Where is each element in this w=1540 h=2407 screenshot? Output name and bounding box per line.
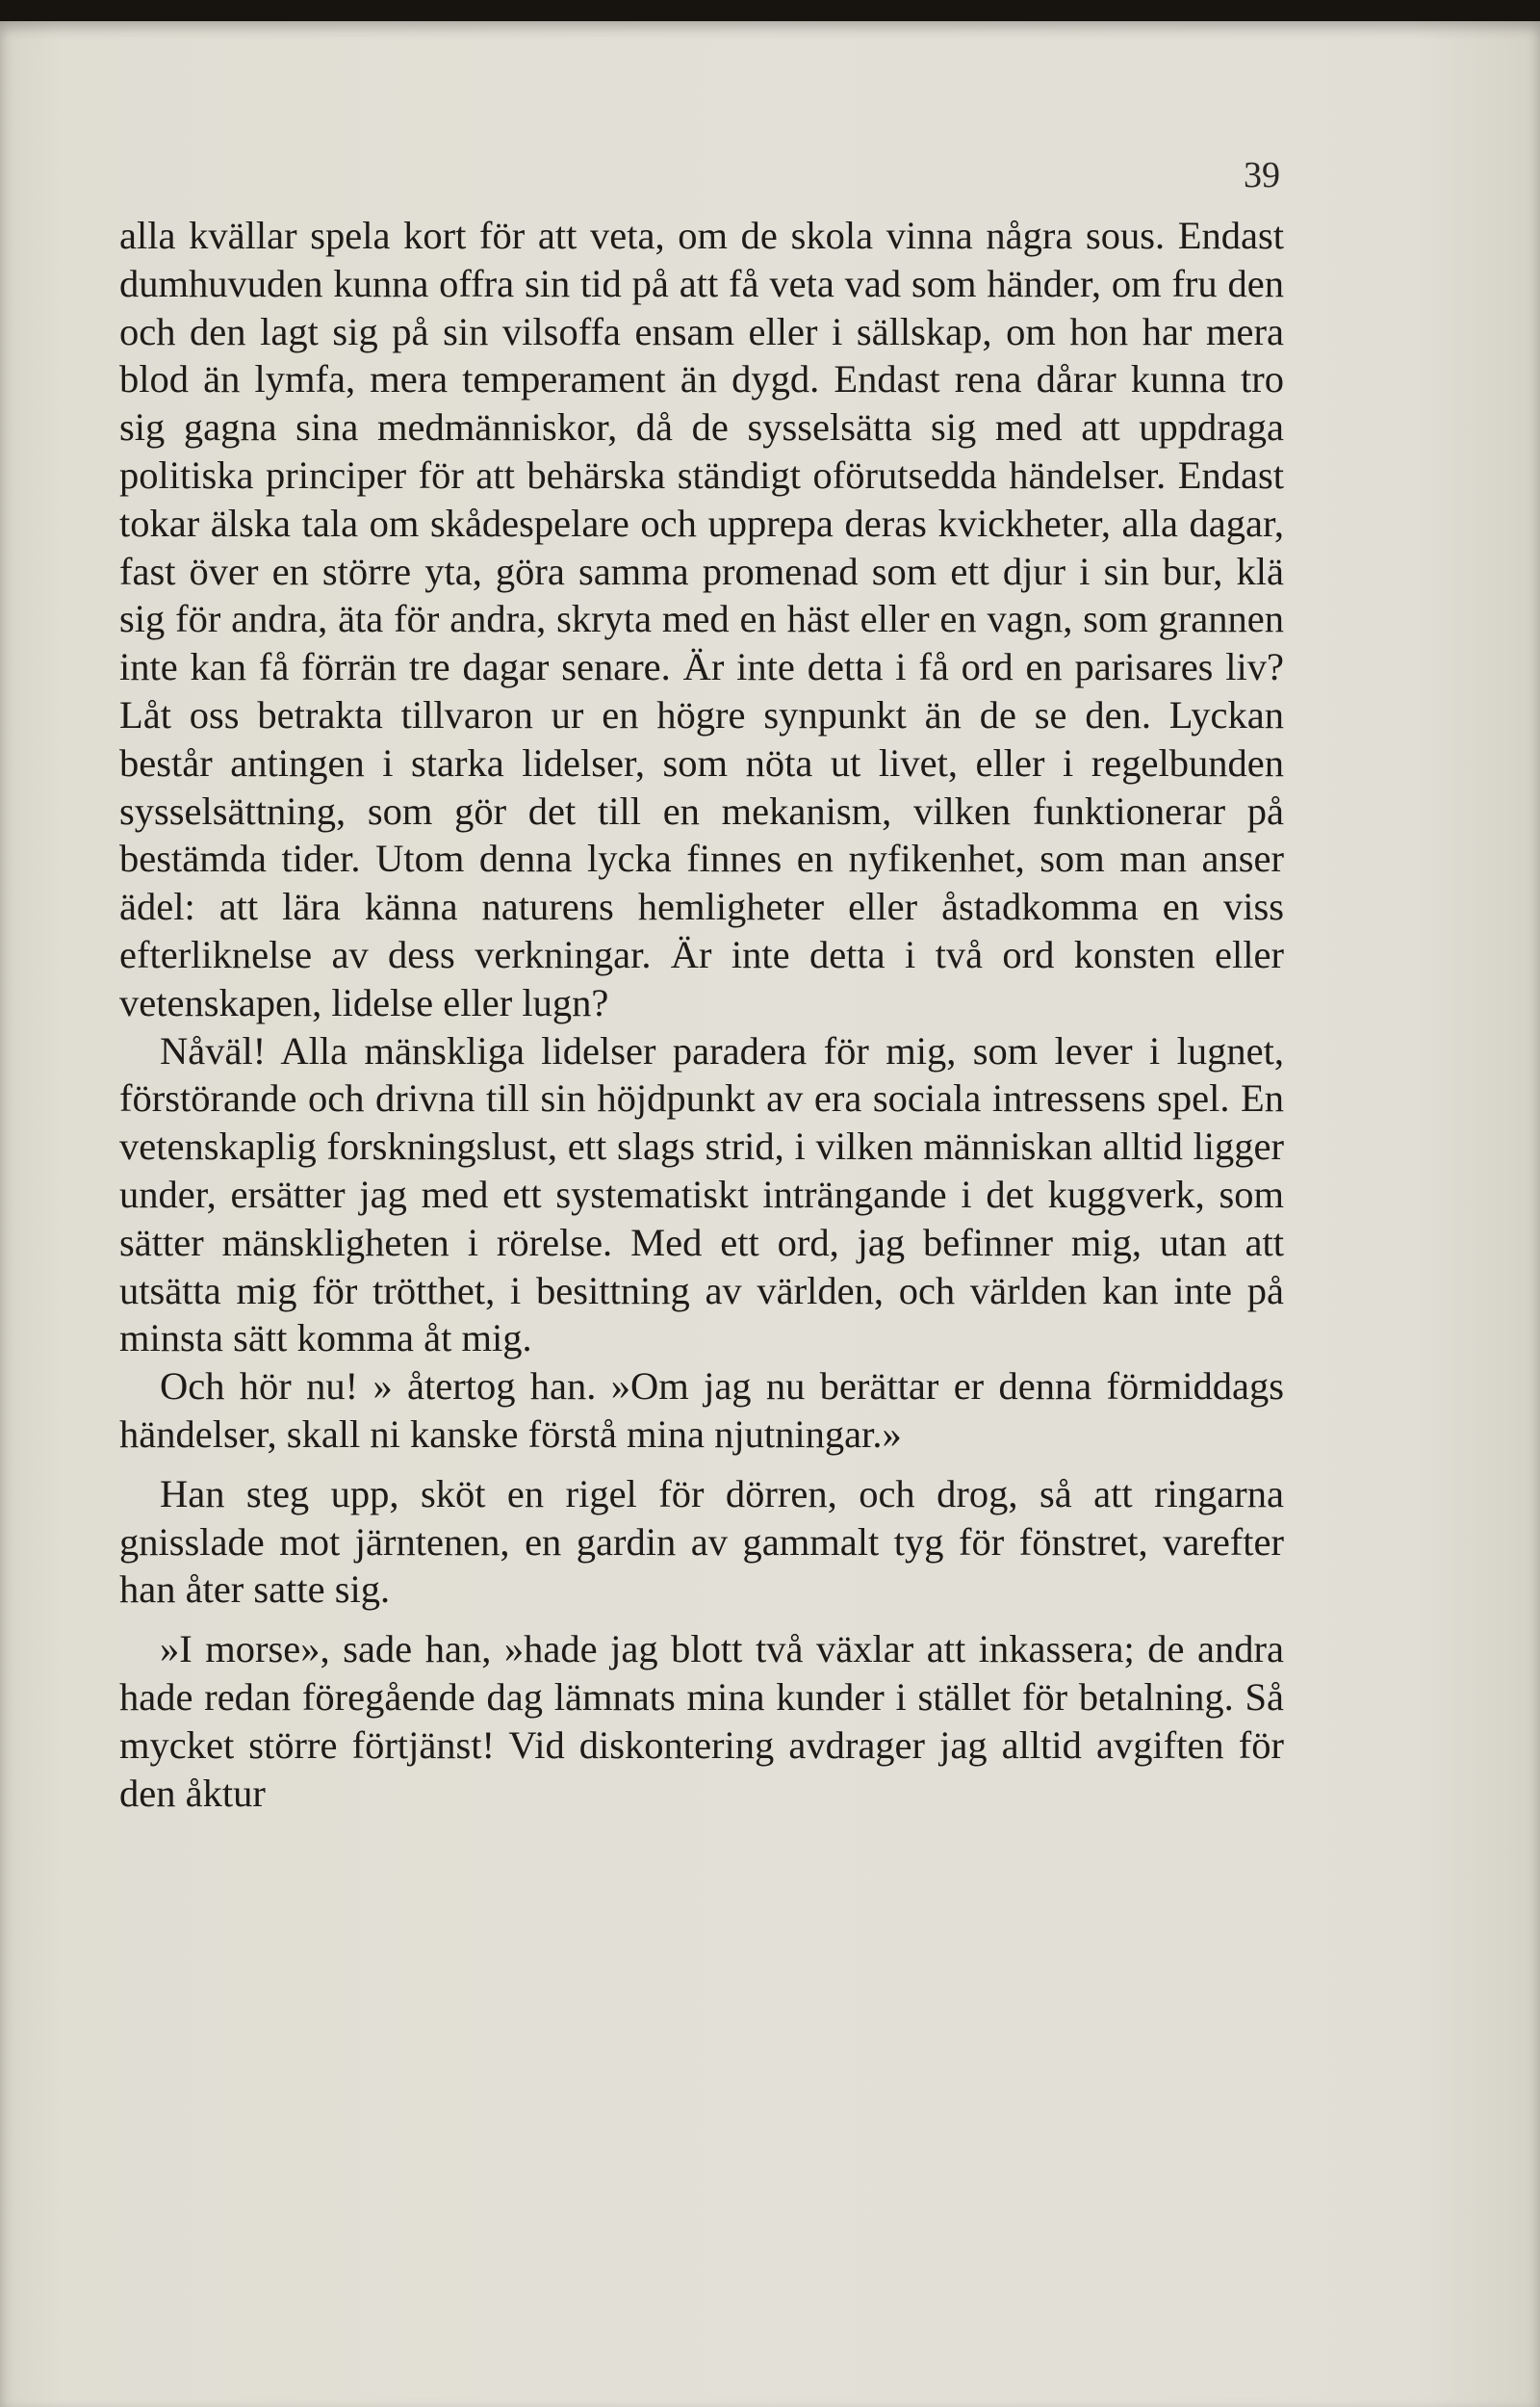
- paragraph-5: »I morse», sade han, »hade jag blott två växlar att inkassera; de andra hade redan föregående dag lämnats mina kunder i stället för betalning. Så mycket större förtjänst! Vid diskontering avdrager jag alltid avgiften för den åktur: [119, 1627, 1284, 1815]
- paragraph-1: alla kvällar spela kort för att veta, om de skola vinna några sous. Endast dumhuvuden kunna offra sin tid på att få veta vad som händer, om fru den och den lagt sig på sin vilsoffa ensam eller i sällskap, om hon har mera blod än lymfa, mera temperament än dygd. Endast rena dårar kunna tro sig gagna sina medmänniskor, då de sysselsätta sig med att uppdraga politiska principer för att behärska ständigt oförutsedda händelser. Endast tokar älska tala om skådespelare och upprepa deras kvickheter, alla dagar, fast över en större yta, göra samma promenad som ett djur i sin bur, klä sig för andra, äta för andra, skryta med en häst eller en vagn, som grannen inte kan få förrän tre dagar senare. Är inte detta i få ord en parisares liv? Låt oss betrakta tillvaron ur en högre synpunkt än de se den. Lyckan består antingen i starka lidelser, som nöta ut livet, eller i regelbunden sysselsättning, som gör det till en mekanism, vilken funktionerar på bestämda tider. Utom denna lycka finnes en nyfikenhet, som man anser ädel: att lära känna naturens hemligheter eller åstadkomma en viss efterliknelse av dess verkningar. Är inte detta i två ord konsten eller vetenskapen, lidelse eller lugn?: [119, 214, 1284, 1024]
- paragraph-3: Och hör nu! » återtog han. »Om jag nu berättar er denna förmiddags händelser, skall ni kanske förstå mina njutningar.»: [119, 1364, 1284, 1456]
- paragraph-2: Nåväl! Alla mänskliga lidelser paradera för mig, som lever i lugnet, förstörande och drivna till sin höjdpunkt av era sociala intressens spel. En vetenskaplig forskningslust, ett slags strid, i vilken människan alltid ligger under, ersätter jag med ett systematiskt inträngande i det kuggverk, som sätter mänskligheten i rörelse. Med ett ord, jag befinner mig, utan att utsätta mig för trötthet, i besittning av världen, och världen kan inte på minsta sätt komma åt mig.: [119, 1028, 1284, 1360]
- body-text: [119, 212, 1284, 1817]
- paragraph-4: Han steg upp, sköt en rigel för dörren, och drog, så att ringarna gnisslade mot järntenen, en gardin av gammalt tyg för fönstret, varefter han åter satte sig.: [119, 1471, 1284, 1612]
- book-page: [0, 21, 1540, 2407]
- page-number: 39: [1244, 155, 1280, 195]
